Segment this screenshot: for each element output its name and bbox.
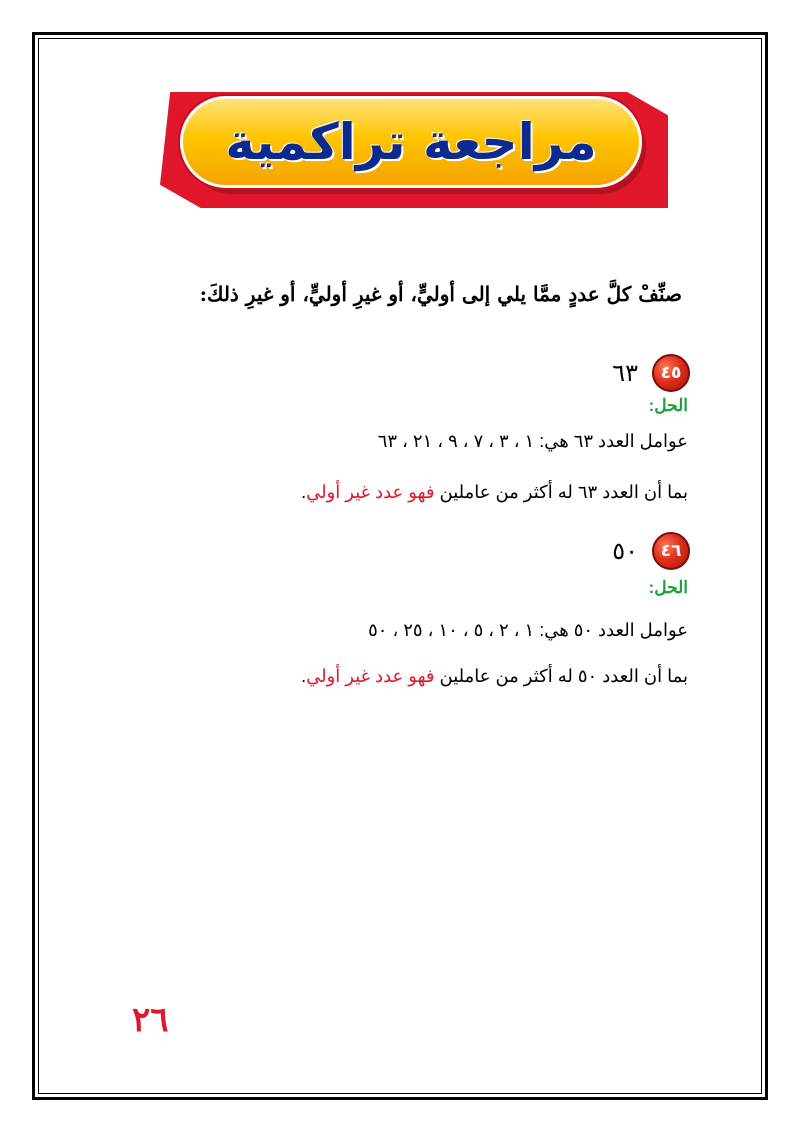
conclusion-line [128, 666, 688, 687]
question-value: ٥٠ [612, 537, 638, 565]
question-45-header [612, 354, 690, 392]
conclusion-highlight: فهو عدد غير أولي [306, 666, 435, 686]
conclusion-period: . [301, 666, 307, 686]
conclusion-text: بما أن العدد ٦٣ له أكثر من عاملين [434, 482, 688, 502]
banner-title: مراجعة تراكمية [225, 113, 597, 171]
conclusion-text: بما أن العدد ٥٠ له أكثر من عاملين [434, 666, 688, 686]
conclusion-period: . [301, 482, 307, 502]
solution-label: الحل: [648, 396, 688, 415]
section-banner [160, 88, 670, 212]
exercise-instruction: صنِّفْ كلَّ عددٍ ممَّا يلي إلى أوليٍّ، أو غيرِ أوليٍّ، أو غيرِ ذلكَ: [199, 282, 682, 306]
solution-label: الحل: [648, 578, 688, 597]
question-46-header [612, 532, 690, 570]
page-number: ٢٦ [132, 1000, 169, 1040]
factors-line: عوامل العدد ٥٠ هي: ١ ، ٢ ، ٥ ، ١٠ ، ٢٥ ، ٥٠ [368, 620, 688, 640]
conclusion-line [128, 482, 688, 503]
question-value: ٦٣ [612, 359, 638, 387]
question-number-badge: ٤٦ [652, 532, 690, 570]
conclusion-highlight: فهو عدد غير أولي [306, 482, 435, 502]
factors-line: عوامل العدد ٦٣ هي: ١ ، ٣ ، ٧ ، ٩ ، ٢١ ، ٦٣ [377, 431, 688, 451]
question-number-badge: ٤٥ [652, 354, 690, 392]
